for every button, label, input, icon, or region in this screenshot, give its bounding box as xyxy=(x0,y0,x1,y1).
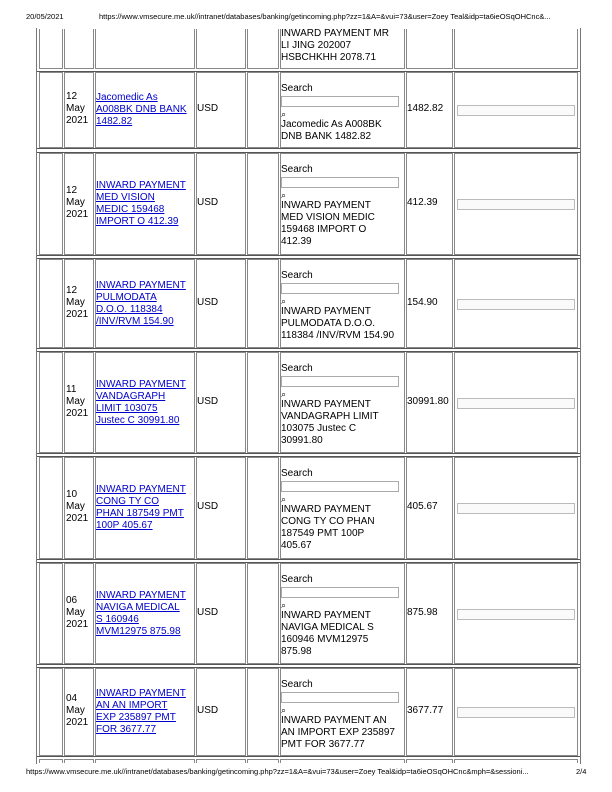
magnifier-icon[interactable]: ⌕ xyxy=(281,705,287,715)
spacer-cell xyxy=(247,153,279,255)
row-gutter-cell xyxy=(39,668,63,756)
spacer-cell xyxy=(247,668,279,756)
partial-cell xyxy=(247,759,279,763)
magnifier-icon[interactable]: ⌕ xyxy=(281,190,287,200)
description-line: 103075 Justec C xyxy=(281,423,357,434)
record-description xyxy=(281,119,382,143)
payment-link-line[interactable]: Jacomedic As xyxy=(96,92,158,103)
payment-link-line[interactable]: /INV/RVM 154.90 xyxy=(96,315,174,327)
date-month: May xyxy=(66,606,85,618)
magnifier-icon[interactable]: ⌕ xyxy=(281,389,287,399)
search-label: Search xyxy=(281,574,313,585)
spacer-cell xyxy=(247,563,279,664)
record-description xyxy=(281,399,379,447)
action-input[interactable] xyxy=(457,199,575,210)
payment-link-line[interactable]: AN AN IMPORT xyxy=(96,700,168,711)
payment-link-line[interactable]: INWARD PAYMENT xyxy=(96,484,186,495)
table-edge-line xyxy=(580,28,581,764)
record-amount: 30991.80 xyxy=(407,395,449,407)
search-label: Search xyxy=(281,83,313,94)
table-edge-line xyxy=(36,28,37,764)
payment-link-line[interactable]: INWARD PAYMENT xyxy=(96,688,186,699)
record-date xyxy=(66,384,88,420)
partial-cell xyxy=(39,759,63,763)
description-line: 159468 IMPORT O xyxy=(281,224,367,235)
currency-code: USD xyxy=(197,197,219,208)
partial-cell xyxy=(280,759,405,763)
payment-link-line[interactable]: VANDAGRAPH xyxy=(96,390,166,402)
record-description xyxy=(281,504,375,552)
partial-cell xyxy=(95,759,195,763)
search-label: Search xyxy=(281,164,313,175)
currency-code: USD xyxy=(197,606,219,618)
date-month: May xyxy=(66,296,85,308)
record-link-block xyxy=(96,280,186,328)
record-date xyxy=(66,185,88,221)
search-input[interactable] xyxy=(281,692,399,703)
search-input[interactable] xyxy=(281,283,399,294)
link-cell xyxy=(95,29,195,69)
description-line: PMT FOR 3677.77 xyxy=(281,739,365,750)
payment-record xyxy=(36,667,581,757)
description-line: MED VISION MEDIC xyxy=(281,212,375,223)
search-label: Search xyxy=(281,363,313,374)
search-input[interactable] xyxy=(281,587,399,598)
payment-link-line[interactable]: 100P 405.67 xyxy=(96,520,153,531)
record-link-block xyxy=(96,484,186,532)
date-year: 2021 xyxy=(66,407,89,419)
description-line: INWARD PAYMENT xyxy=(281,200,371,211)
date-month: May xyxy=(66,705,85,716)
partial-record xyxy=(36,28,581,70)
payment-link-line[interactable]: INWARD PAYMENT xyxy=(96,180,186,191)
date-month: May xyxy=(66,395,85,407)
date-year: 2021 xyxy=(66,513,89,524)
spacer-cell xyxy=(247,259,279,348)
record-description xyxy=(281,200,375,248)
partial-cell xyxy=(406,759,453,763)
currency-code: USD xyxy=(197,501,219,512)
description-line: VANDAGRAPH LIMIT xyxy=(281,411,379,422)
payment-link-line[interactable]: MED VISION xyxy=(96,192,155,203)
payment-link-line[interactable]: D.O.O. 118384 xyxy=(96,303,163,315)
description-line: INWARD PAYMENT xyxy=(281,399,371,410)
record-date xyxy=(66,693,88,729)
spacer-cell xyxy=(247,457,279,559)
search-input[interactable] xyxy=(281,177,399,188)
date-year: 2021 xyxy=(66,717,89,728)
description-line: CONG TY CO PHAN xyxy=(281,516,375,527)
print-url-top: https://www.vmsecure.me.uk//intranet/databases/banking/getincoming.php?zz=1&A=&vui=73&user=Zoey Teal&idp=ta6ieOSqOHCnc&... xyxy=(99,12,551,21)
payment-link-line[interactable]: A008BK DNB BANK xyxy=(96,104,187,115)
record-date xyxy=(66,91,88,127)
search-label: Search xyxy=(281,270,313,281)
date-year: 2021 xyxy=(66,209,89,220)
date-year: 2021 xyxy=(66,618,89,630)
payment-link-line[interactable]: 1482.82 xyxy=(96,116,133,127)
action-cell xyxy=(454,29,578,69)
record-date xyxy=(66,285,88,321)
date-month: May xyxy=(66,501,85,512)
row-gutter-cell xyxy=(39,457,63,559)
payment-link-line[interactable]: MVM12975 875.98 xyxy=(96,625,181,637)
description-line: AN IMPORT EXP 235897 xyxy=(281,727,395,738)
payment-detail-link[interactable] xyxy=(96,180,186,228)
payment-record xyxy=(36,71,581,149)
partial-cell xyxy=(454,759,578,763)
magnifier-icon[interactable]: ⌕ xyxy=(281,494,287,504)
description-line: INWARD PAYMENT xyxy=(281,504,371,515)
payment-link-line[interactable]: INWARD PAYMENT xyxy=(96,279,186,291)
payment-record xyxy=(36,562,581,665)
action-input[interactable] xyxy=(457,503,575,514)
description-line: 412.39 xyxy=(281,236,312,247)
record-link-block xyxy=(96,180,186,228)
magnifier-icon[interactable]: ⌕ xyxy=(281,296,287,306)
payment-link-line[interactable]: MEDIC 159468 xyxy=(96,204,165,215)
print-date: 20/05/2021 xyxy=(26,12,64,21)
payment-link-line[interactable]: INWARD PAYMENT xyxy=(96,378,186,390)
date-day: 11 xyxy=(66,383,77,395)
payment-detail-link[interactable] xyxy=(96,484,186,532)
partial-cell xyxy=(64,759,94,763)
description-line: 187549 PMT 100P xyxy=(281,528,365,539)
description-line: INWARD PAYMENT xyxy=(281,306,371,317)
payment-record xyxy=(36,351,581,454)
payment-record xyxy=(36,456,581,560)
partial-desc-line: LI JING 202007 xyxy=(281,40,352,51)
date-month: May xyxy=(66,197,85,208)
record-amount: 1482.82 xyxy=(407,103,444,114)
payment-detail-link[interactable] xyxy=(96,92,187,128)
search-label: Search xyxy=(281,679,313,690)
payment-link-line[interactable]: INWARD PAYMENT xyxy=(96,589,186,601)
row-gutter-cell xyxy=(39,563,63,664)
description-line: 405.67 xyxy=(281,540,312,551)
payment-record xyxy=(36,258,581,349)
date-year: 2021 xyxy=(66,308,89,320)
action-input[interactable] xyxy=(457,299,575,310)
date-year: 2021 xyxy=(66,115,89,126)
partial-cell xyxy=(196,759,246,763)
description-line: 160946 MVM12975 xyxy=(281,634,369,645)
payment-link-line[interactable]: EXP 235897 PMT xyxy=(96,712,176,723)
date-day: 06 xyxy=(66,594,78,606)
record-amount: 412.39 xyxy=(407,197,438,208)
currency-code: USD xyxy=(197,705,219,716)
record-link-block xyxy=(96,92,187,128)
description-line: INWARD PAYMENT xyxy=(281,610,371,621)
search-input[interactable] xyxy=(281,96,399,107)
partial-desc-line: HSBCHKHH 2078.71 xyxy=(281,52,377,63)
date-day: 12 xyxy=(66,185,78,196)
payment-link-line[interactable]: LIMIT 103075 xyxy=(96,402,158,414)
description-line: INWARD PAYMENT AN xyxy=(281,715,387,726)
search-input[interactable] xyxy=(281,376,399,387)
row-gutter-cell xyxy=(39,352,63,453)
search-label: Search xyxy=(281,468,313,479)
action-input[interactable] xyxy=(457,707,575,718)
payment-link-line[interactable]: PHAN 187549 PMT xyxy=(96,508,184,519)
row-gutter-cell xyxy=(39,259,63,348)
payment-detail-link[interactable] xyxy=(96,688,186,736)
search-input[interactable] xyxy=(281,481,399,492)
record-amount: 3677.77 xyxy=(407,705,444,716)
payment-link-line[interactable]: S 160946 xyxy=(96,613,139,625)
record-amount: 154.90 xyxy=(407,296,438,308)
row-gutter-cell xyxy=(39,153,63,255)
description-line: 30991.80 xyxy=(281,435,323,446)
payment-link-line[interactable]: PULMODATA xyxy=(96,291,157,303)
partial-desc xyxy=(281,28,389,64)
action-input[interactable] xyxy=(457,105,575,116)
payment-detail-link[interactable] xyxy=(96,280,186,328)
date-day: 10 xyxy=(66,489,78,500)
date-month: May xyxy=(66,103,85,114)
currency-cell xyxy=(196,29,246,69)
date-day: 12 xyxy=(66,91,78,102)
payment-link-line[interactable]: IMPORT O 412.39 xyxy=(96,216,179,227)
partial-desc-line: INWARD PAYMENT MR xyxy=(281,28,389,39)
record-date xyxy=(66,489,88,525)
magnifier-icon[interactable]: ⌕ xyxy=(281,109,287,119)
record-link-block xyxy=(96,379,186,427)
date-cell xyxy=(64,29,94,69)
record-description xyxy=(281,715,395,751)
description-line: NAVIGA MEDICAL S xyxy=(281,622,374,633)
spacer-cell xyxy=(247,29,279,69)
record-link-block xyxy=(96,688,186,736)
currency-code: USD xyxy=(197,296,219,308)
record-amount: 405.67 xyxy=(407,501,438,512)
description-line: Jacomedic As A008BK xyxy=(281,119,382,130)
payment-link-line[interactable]: CONG TY CO xyxy=(96,496,159,507)
currency-code: USD xyxy=(197,395,219,407)
record-description xyxy=(281,610,374,658)
date-day: 04 xyxy=(66,693,78,704)
spacer-cell xyxy=(247,72,279,148)
action-input[interactable] xyxy=(457,398,575,409)
print-url-bottom: https://www.vmsecure.me.uk//intranet/databases/banking/getincoming.php?zz=1&A=&vui=73&user=Zoey Teal&idp=ta6ieOSqOHCnc&mph=&sessioni... xyxy=(26,767,529,776)
currency-code: USD xyxy=(197,103,219,114)
record-date xyxy=(66,595,88,631)
payment-detail-link[interactable] xyxy=(96,379,186,427)
payment-link-line[interactable]: FOR 3677.77 xyxy=(96,724,157,735)
row-gutter-cell xyxy=(39,72,63,148)
amount-cell xyxy=(406,29,453,69)
record-description xyxy=(281,306,394,342)
payment-record xyxy=(36,152,581,256)
partial-record-bottom xyxy=(36,758,581,764)
magnifier-icon[interactable]: ⌕ xyxy=(281,600,287,610)
payment-link-line[interactable]: NAVIGA MEDICAL xyxy=(96,601,180,613)
payment-detail-link[interactable] xyxy=(96,590,186,638)
payment-link-line[interactable]: Justec C 30991.80 xyxy=(96,414,180,426)
description-line: 118384 /INV/RVM 154.90 xyxy=(281,330,395,341)
action-input[interactable] xyxy=(457,609,575,620)
record-link-block xyxy=(96,590,186,638)
date-day: 12 xyxy=(66,284,78,296)
description-line: PULMODATA D.O.O. xyxy=(281,318,376,329)
spacer-cell xyxy=(247,352,279,453)
description-line: 875.98 xyxy=(281,646,312,657)
description-line: DNB BANK 1482.82 xyxy=(281,131,372,142)
row-gutter-cell xyxy=(39,29,63,69)
record-amount: 875.98 xyxy=(407,606,438,618)
page-number: 2/4 xyxy=(576,767,587,776)
